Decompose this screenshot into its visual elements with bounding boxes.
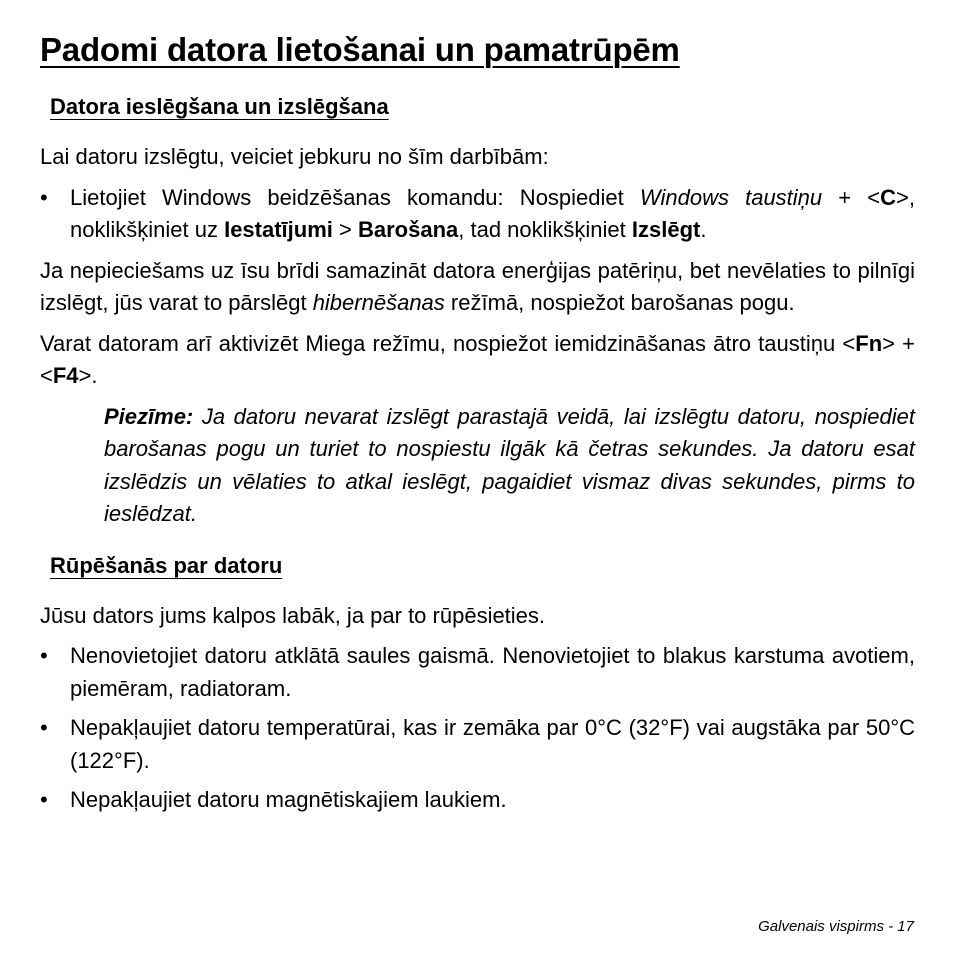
bullet-marker: •	[40, 643, 48, 668]
page-footer: Galvenais vispirms - 17	[758, 918, 914, 935]
note-text: Ja datoru nevarat izslēgt parastajā veidā, lai izslēgtu datoru, nospiediet barošanas pogu un turiet to nospiestu ilgāk kā četras sekundes. Ja datoru esat izslēdzis un vēlaties to atkal ieslēgt, pagaidiet vismaz divas sekundes, pirms to ieslēdzat.	[104, 403, 915, 526]
section-intro-power: Lai datoru izslēgtu, veiciet jebkuru no šīm darbībām:	[40, 144, 549, 169]
paragraph-hibernate: Ja nepieciešams uz īsu brīdi samazināt datora enerģijas patēriņu, bet nevēlaties to pilnīgi izslēgt, jūs varat to pārslēgt hibernēšanas režīmā, nospiežot barošanas pogu.	[40, 257, 915, 315]
paragraph-sleep: Varat datoram arī aktivizēt Miega režīmu, nospiežot iemidzināšanas ātro taustiņu <Fn> + <F4>.	[40, 330, 915, 388]
list-item: • Nenovietojiet datoru atklātā saules gaismā. Nenovietojiet to blakus karstuma avotiem, piemēram, radiatoram.	[40, 640, 915, 705]
bullet-marker: •	[40, 787, 48, 812]
page-content	[40, 28, 915, 817]
section-heading-power: Datora ieslēgšana un izslēgšana	[50, 94, 389, 119]
bullet-list-care	[40, 640, 915, 817]
bullet-marker: •	[40, 184, 48, 210]
list-item: • Lietojiet Windows beidzēšanas komandu: Nospiediet Windows taustiņu + <C>, noklikšķiniet uz Iestatījumi > Barošana, tad noklikšķiniet Izslēgt.	[40, 182, 915, 247]
bullet-marker: •	[40, 715, 48, 740]
page-title: Padomi datora lietošanai un pamatrūpēm	[40, 31, 680, 68]
list-item: • Nepakļaujiet datoru temperatūrai, kas ir zemāka par 0°C (32°F) vai augstāka par 50°C (122°F).	[40, 712, 915, 777]
section-heading-care: Rūpēšanās par datoru	[50, 552, 283, 578]
note-block	[104, 401, 915, 531]
bullet-list-power	[40, 182, 915, 247]
section-intro-care: Jūsu dators jums kalpos labāk, ja par to rūpēsieties.	[40, 602, 546, 628]
note-label: Piezīme:	[104, 403, 194, 429]
list-item: • Nepakļaujiet datoru magnētiskajiem laukiem.	[40, 784, 915, 817]
